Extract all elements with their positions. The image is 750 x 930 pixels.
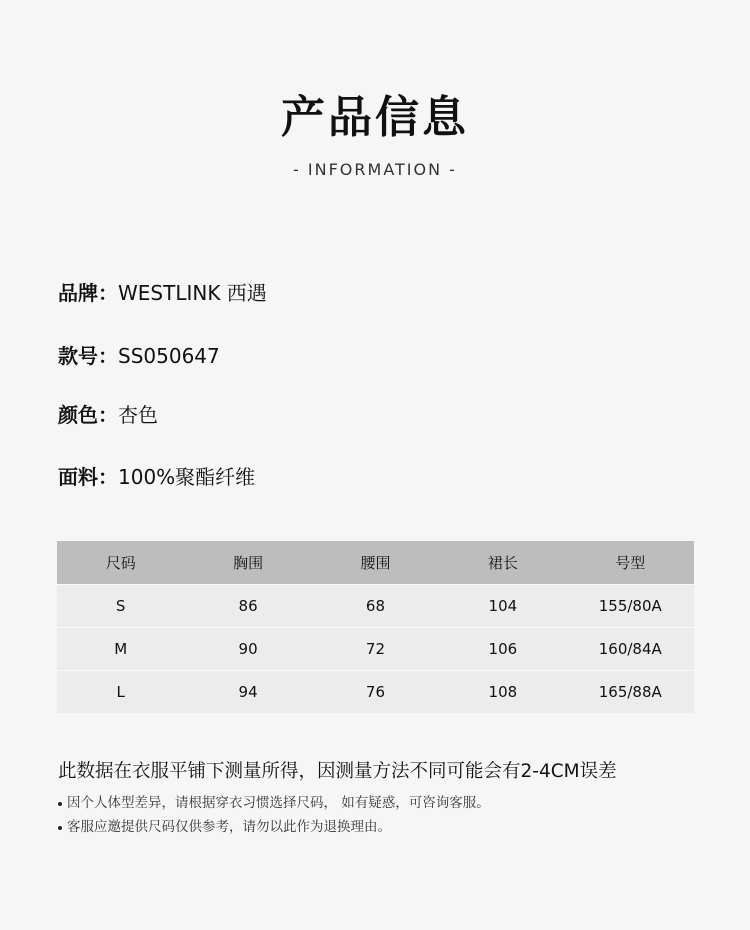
header-size: 尺码 bbox=[57, 541, 184, 585]
bullet-icon bbox=[58, 802, 62, 806]
table-cell: 160/84A bbox=[567, 628, 694, 671]
table-row bbox=[57, 628, 694, 671]
table-cell: 94 bbox=[184, 671, 311, 714]
header-waist: 腰围 bbox=[312, 541, 439, 585]
attr-fabric-label: 面料： bbox=[58, 465, 118, 489]
note-item-text: 因个人体型差异，请根据穿衣习惯选择尺码， 如有疑惑，可咨询客服。 bbox=[67, 795, 490, 811]
attr-color-label: 颜色： bbox=[58, 403, 118, 427]
table-row bbox=[57, 671, 694, 714]
attr-brand bbox=[58, 278, 267, 308]
measurement-note-heading: 此数据在衣服平铺下测量所得，因测量方法不同可能会有2-4CM误差 bbox=[58, 761, 617, 782]
attr-style-number bbox=[58, 341, 220, 371]
table-cell: 108 bbox=[439, 671, 566, 714]
table-cell: S bbox=[57, 585, 184, 628]
attr-color-value: 杏色 bbox=[118, 403, 158, 427]
note-item bbox=[58, 793, 490, 813]
header-chest: 胸围 bbox=[184, 541, 311, 585]
table-cell: 68 bbox=[312, 585, 439, 628]
note-item-text: 客服应邀提供尺码仅供参考，请勿以此作为退换理由。 bbox=[67, 819, 391, 835]
note-item bbox=[58, 817, 391, 837]
table-cell: 86 bbox=[184, 585, 311, 628]
attr-brand-value: WESTLINK 西遇 bbox=[118, 281, 267, 305]
attr-style-number-value: SS050647 bbox=[118, 344, 220, 368]
table-cell: 155/80A bbox=[567, 585, 694, 628]
attr-fabric bbox=[58, 462, 255, 492]
table-cell: 76 bbox=[312, 671, 439, 714]
size-table-header-row bbox=[57, 541, 694, 585]
bullet-icon bbox=[58, 826, 62, 830]
table-row bbox=[57, 585, 694, 628]
table-cell: M bbox=[57, 628, 184, 671]
attr-style-number-label: 款号： bbox=[58, 344, 118, 368]
page-title: 产品信息 bbox=[281, 92, 469, 143]
size-table bbox=[57, 541, 694, 713]
table-cell: 72 bbox=[312, 628, 439, 671]
table-cell: 90 bbox=[184, 628, 311, 671]
attr-color bbox=[58, 400, 158, 430]
attr-fabric-value: 100%聚酯纤维 bbox=[118, 465, 256, 489]
table-cell: 165/88A bbox=[567, 671, 694, 714]
attr-brand-label: 品牌： bbox=[58, 281, 118, 305]
header-fit-code: 号型 bbox=[567, 541, 694, 585]
table-cell: 104 bbox=[439, 585, 566, 628]
table-cell: 106 bbox=[439, 628, 566, 671]
header-skirt-length: 裙长 bbox=[439, 541, 566, 585]
page-subtitle: - INFORMATION - bbox=[293, 160, 457, 179]
table-cell: L bbox=[57, 671, 184, 714]
